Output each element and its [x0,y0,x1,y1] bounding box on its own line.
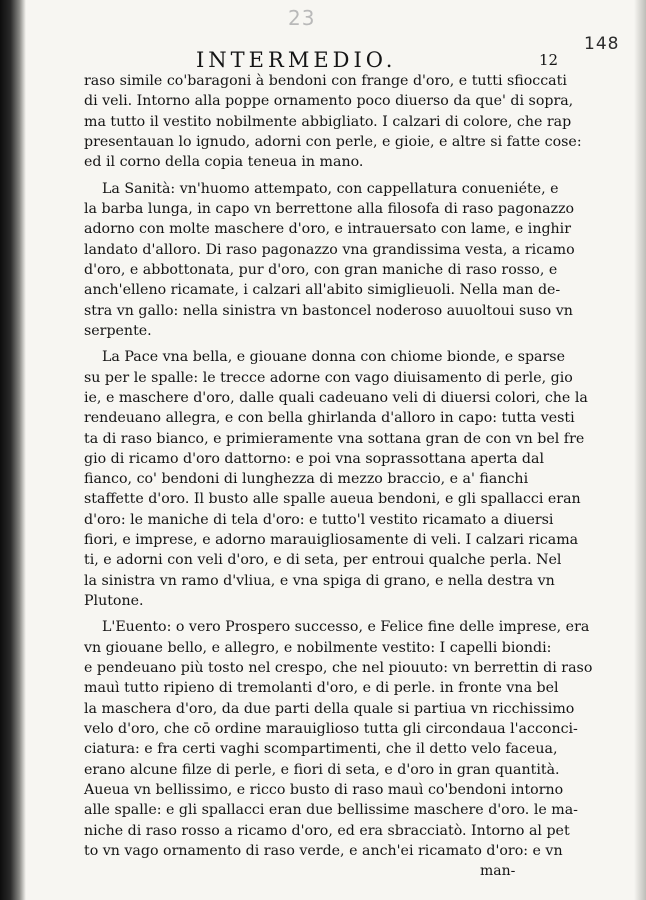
text-line: d'oro, e abbottonata, pur d'oro, con gran maniche di raso rosso, e [84,262,558,278]
handwritten-folio-number: 148 [584,34,620,54]
text-line: adorno con molte maschere d'oro, e intrauersato con lame, e inghir [84,221,572,237]
text-line: fiori, e imprese, e adorno marauigliosamente di veli. I calzari ricama [84,532,579,548]
paragraph-start-line: La Pace vna bella, e giouane donna con chiome bionde, e sparse [102,349,565,365]
text-line: velo d'oro, che cō ordine marauiglioso tutta gli circondaua l'acconci- [84,721,578,737]
page-edge-shadow [634,0,646,900]
text-line: serpente. [84,323,152,339]
paragraph-start-line: L'Euento: o vero Prospero successo, e Felice fine delle imprese, era [102,619,590,635]
text-line: di veli. Intorno alla poppe ornamento poco diuerso da que' di sopra, [84,93,574,109]
text-line: erano alcune filze di perle, e fiori di seta, e d'oro in gran quantità. [84,762,560,778]
text-line: ti, e adorni con veli d'oro, e di seta, per entroui qualche perla. Nel [84,552,562,568]
text-line: d'oro: le maniche di tela d'oro: e tutto'l vestito ricamato a diuersi [84,512,554,528]
text-line: gio di ricamo d'oro dattorno: e poi vna soprassottana aperta dal [84,451,544,467]
handwritten-number-top: 23 [288,6,316,30]
catchword: man- [480,863,516,879]
text-line: Aueua vn bellissimo, e ricco busto di raso mauì co'bendoni intorno [84,782,564,798]
page-number: 12 [539,51,559,69]
text-line: ed il corno della copia teneua in mano. [84,154,364,170]
text-line: la barba lunga, in capo vn berrettone alla filosofa di raso pagonazzo [84,201,575,217]
text-line: Plutone. [84,593,144,609]
text-line: su per le spalle: le trecce adorne con vago diuisamento di perle, gio [84,370,573,386]
text-line: alle spalle: e gli spallacci eran due bellissime maschere d'oro. le ma- [84,802,578,818]
running-title: INTERMEDIO. [196,48,397,72]
text-line: ta di raso bianco, e primieramente vna sottana gran de con vn bel fre [84,431,585,447]
text-line: to vn vago ornamento di raso verde, e anch'ei ricamato d'oro: e vn [84,843,563,859]
text-line: ma tutto il vestito nobilmente abbigliato. I calzari di colore, che rap [84,114,572,130]
binding-gutter-shadow [0,0,26,900]
text-line: vn giouane bello, e allegro, e nobilmente vestito: I capelli biondi: [84,640,552,656]
text-line: landato d'alloro. Di raso pagonazzo vna grandissima vesta, a ricamo [84,242,575,258]
text-line: fianco, co' bendoni di lunghezza di mezzo braccio, e a' fianchi [84,471,529,487]
text-line: rendeuano allegra, e con bella ghirlanda d'alloro in capo: tutta vesti [84,410,575,426]
text-line: presentauan lo ignudo, adorni con perle, e gioie, e altre si fatte cose: [84,134,582,150]
text-line: raso simile co'baragoni à bendoni con frange d'oro, e tutti sfioccati [84,73,567,89]
text-line: e pendeuano più tosto nel crespo, che nel piouuto: vn berrettin di raso [84,660,593,676]
paragraph-start-line: La Sanità: vn'huomo attempato, con cappellatura conueniéte, e [102,181,559,197]
text-line: anch'elleno ricamate, i calzari all'abito simiglieuoli. Nella man de- [84,282,561,298]
text-line: staffette d'oro. Il busto alle spalle aueua bendoni, e gli spallacci eran [84,491,581,507]
text-line: ciatura: e fra certi vaghi scompartimenti, che il detto velo faceua, [84,741,558,757]
text-line: mauì tutto ripieno di tremolanti d'oro, e di perle. in fronte vna bel [84,680,559,696]
text-line: niche di raso rosso a ricamo d'oro, ed era sbracciatò. Intorno al pet [84,823,570,839]
text-line: la sinistra vn ramo d'vliua, e vna spiga di grano, e nella destra vn [84,573,555,589]
text-line: la maschera d'oro, da due parti della quale si partiua vn ricchissimo [84,701,575,717]
text-line: stra vn gallo: nella sinistra vn bastoncel noderoso auuoltoui suso vn [84,303,573,319]
text-line: ie, e maschere d'oro, dalle quali cadeuano veli di diuersi colori, che la [84,390,588,406]
